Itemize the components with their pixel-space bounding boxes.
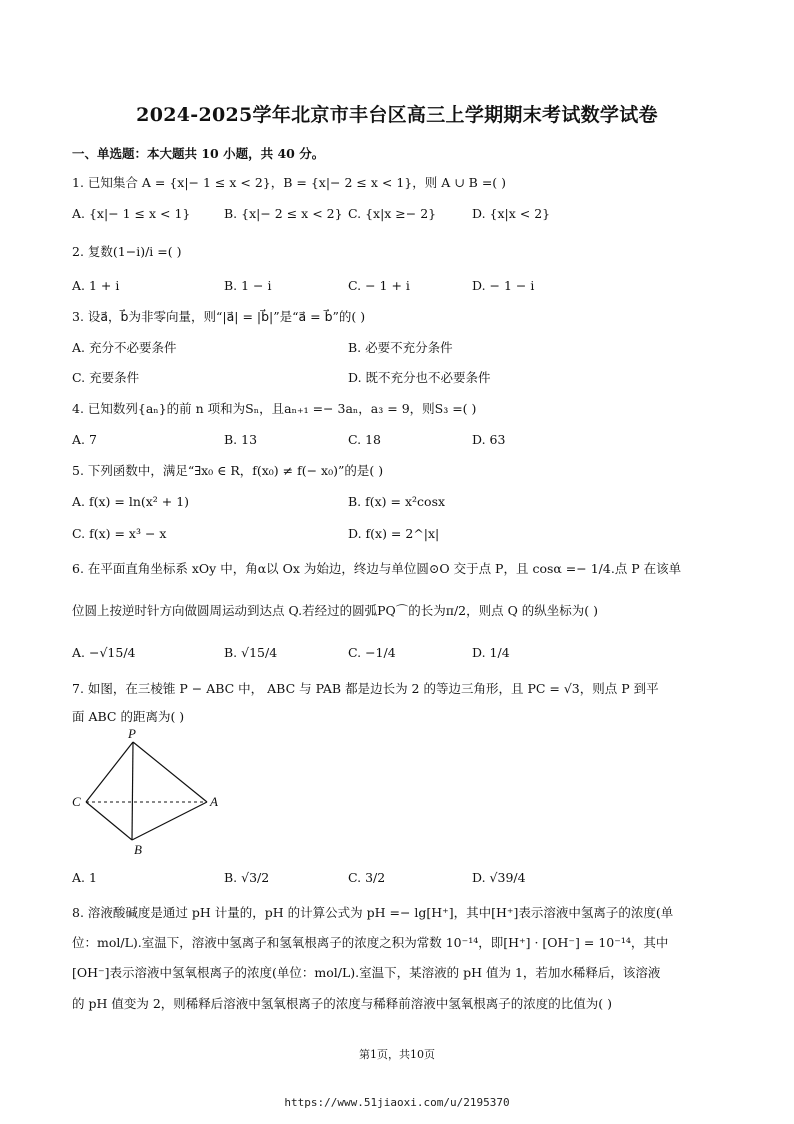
- q3-option-b: B. 必要不充分条件: [348, 340, 453, 355]
- q5-option-d: D. f(x) = 2^|x|: [348, 526, 440, 541]
- q7-option-b: B. √3/2: [224, 870, 270, 885]
- question-4: 4. 已知数列{aₙ}的前 n 项和为Sₙ，且aₙ₊₁ =− 3aₙ，a₃ = 9，则S₃ =( ): [72, 401, 477, 416]
- question-2: 2. 复数(1−i)/i =( ): [72, 244, 182, 259]
- q3-option-a: A. 充分不必要条件: [72, 340, 177, 355]
- q3-option-d: D. 既不充分也不必要条件: [348, 370, 491, 385]
- q7-option-d: D. √39/4: [472, 870, 526, 885]
- q1-option-c: C. {x|x ≥− 2}: [348, 206, 437, 221]
- question-6-line-1: 6. 在平面直角坐标系 xOy 中，角α以 Ox 为始边，终边与单位圆⊙O 交于点 P，且 cosα =− 1/4.点 P 在该单: [72, 561, 682, 576]
- tetrahedron-figure: [70, 728, 220, 858]
- q4-option-c: C. 18: [348, 432, 381, 447]
- vertex-label-b: B: [134, 842, 142, 857]
- page-footer: 第1页，共10页: [359, 1048, 435, 1061]
- q3-option-c: C. 充要条件: [72, 370, 140, 385]
- question-7-line-2: 面 ABC 的距离为( ): [72, 709, 185, 724]
- q5-option-c: C. f(x) = x³ − x: [72, 526, 167, 541]
- edge-ab: [132, 802, 207, 840]
- edge-pb: [132, 742, 133, 840]
- question-8-line-1: 8. 溶液酸碱度是通过 pH 计量的，pH 的计算公式为 pH =− lg[H⁺]，其中[H⁺]表示溶液中氢离子的浓度(单: [72, 905, 674, 920]
- q7-option-a: A. 1: [72, 870, 97, 885]
- vertex-label-a: A: [210, 794, 218, 809]
- question-5: 5. 下列函数中，满足“∃x₀ ∈ R，f(x₀) ≠ f(− x₀)”的是( ): [72, 463, 384, 478]
- q1-option-b: B. {x|− 2 ≤ x < 2}: [224, 206, 343, 221]
- q7-option-c: C. 3/2: [348, 870, 386, 885]
- q4-option-a: A. 7: [72, 432, 97, 447]
- q2-option-d: D. − 1 − i: [472, 278, 535, 293]
- q2-option-b: B. 1 − i: [224, 278, 272, 293]
- question-8-line-2: 位：mol/L).室温下，溶液中氢离子和氢氧根离子的浓度之积为常数 10⁻¹⁴，即[H⁺] · [OH⁻] = 10⁻¹⁴，其中: [72, 935, 669, 950]
- watermark-url[interactable]: https://www.51jiaoxi.com/u/2195370: [284, 1096, 510, 1109]
- q4-option-d: D. 63: [472, 432, 506, 447]
- q2-option-a: A. 1 + i: [72, 278, 120, 293]
- edge-pa: [133, 742, 207, 802]
- q6-option-d: D. 1/4: [472, 645, 510, 660]
- question-8-line-3: [OH⁻]表示溶液中氢氧根离子的浓度(单位：mol/L).室温下，某溶液的 pH 值为 1，若加水稀释后，该溶液: [72, 965, 661, 980]
- vertex-label-p: P: [128, 728, 136, 741]
- vertex-label-c: C: [72, 794, 81, 809]
- question-3: 3. 设a⃗，b⃗为非零向量，则“|a⃗| = |b⃗|”是“a⃗ = b⃗”的( ): [72, 309, 366, 324]
- edge-cb: [86, 802, 132, 840]
- q4-option-b: B. 13: [224, 432, 258, 447]
- q1-option-a: A. {x|− 1 ≤ x < 1}: [72, 206, 191, 221]
- section-heading: 一、单选题：本大题共 10 小题，共 40 分。: [72, 146, 325, 161]
- q6-option-b: B. √15/4: [224, 645, 278, 660]
- exam-title: 2024-2025学年北京市丰台区高三上学期期末考试数学试卷: [136, 104, 658, 126]
- question-7-line-1: 7. 如图，在三棱锥 P − ABC 中， ABC 与 PAB 都是边长为 2 的等边三角形，且 PC = √3，则点 P 到平: [72, 681, 659, 696]
- question-1: 1. 已知集合 A = {x|− 1 ≤ x < 2}，B = {x|− 2 ≤ x < 1}，则 A ∪ B =( ): [72, 175, 507, 190]
- edge-pc: [86, 742, 133, 802]
- q2-option-c: C. − 1 + i: [348, 278, 410, 293]
- q5-option-a: A. f(x) = ln(x² + 1): [72, 494, 190, 509]
- q6-option-a: A. −√15/4: [72, 645, 136, 660]
- q5-option-b: B. f(x) = x²cosx: [348, 494, 446, 509]
- question-6-line-2: 位圆上按逆时针方向做圆周运动到达点 Q.若经过的圆弧PQ⌒的长为π/2，则点 Q 的纵坐标为( ): [72, 603, 599, 618]
- question-8-line-4: 的 pH 值变为 2，则稀释后溶液中氢氧根离子的浓度与稀释前溶液中氢氧根离子的浓度的比值为( ): [72, 996, 613, 1011]
- q6-option-c: C. −1/4: [348, 645, 396, 660]
- q1-option-d: D. {x|x < 2}: [472, 206, 551, 221]
